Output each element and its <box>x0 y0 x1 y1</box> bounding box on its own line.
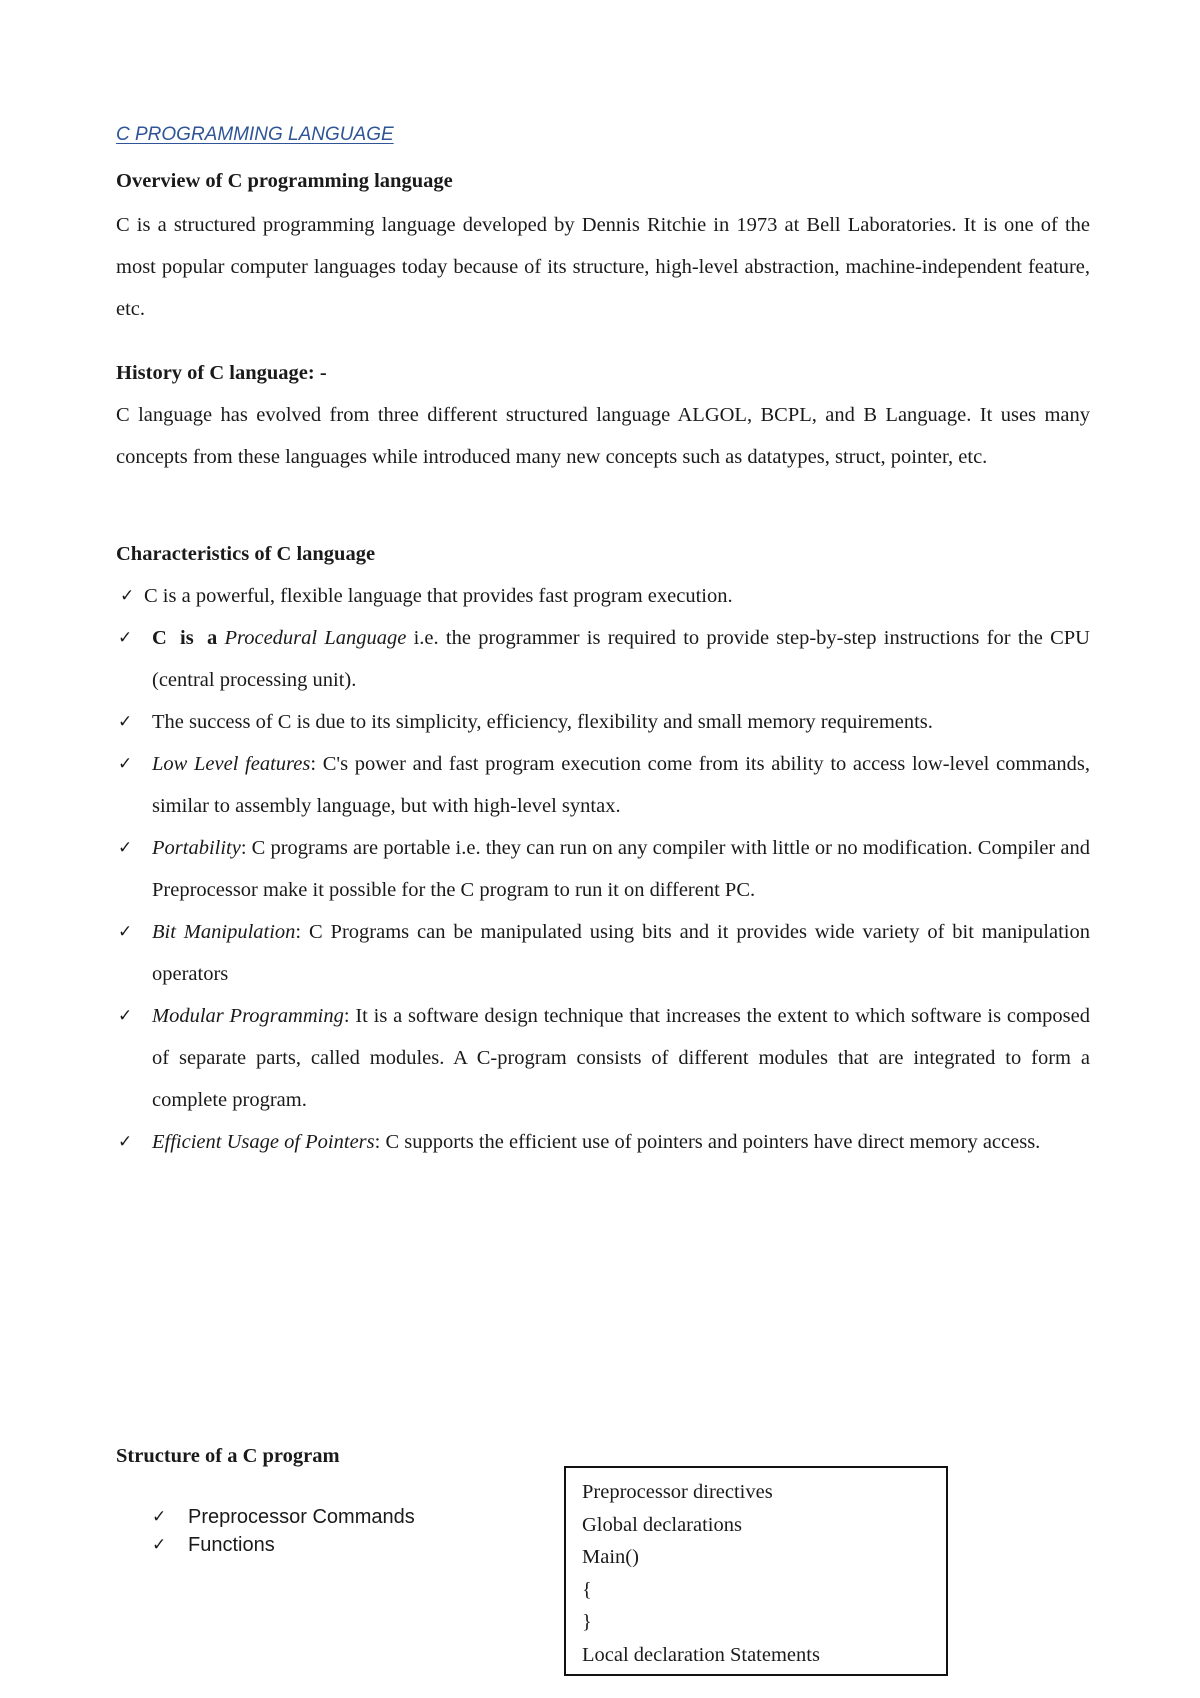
item-italic-term: Low Level features <box>152 753 311 775</box>
history-paragraph <box>116 394 1090 478</box>
item-text: Preprocessor Commands <box>188 1506 415 1528</box>
overview-paragraph <box>116 204 1090 330</box>
overview-text: C is a structured programming language developed by Dennis Ritchie in 1973 at Bell Laboratories. It is one of the most popular computer languages today because of its structure, high-level abstraction, machine-independent feature, etc. <box>116 214 1090 320</box>
characteristics-heading: Characteristics of C language <box>116 543 376 565</box>
item-text: C is a powerful, flexible language that provides fast program execution. <box>144 585 733 607</box>
checkmark-icon: ✓ <box>118 1132 133 1152</box>
checkmark-icon: ✓ <box>118 712 133 732</box>
list-item <box>116 617 1090 701</box>
item-italic-term: Bit Manipulation <box>152 921 296 943</box>
item-text: i.e. the programmer is required to provide step-by-step instructions for the CPU (central processing unit). <box>152 627 1090 691</box>
item-text: The success of C is due to its simplicity, efficiency, flexibility and small memory requirements. <box>152 711 933 733</box>
checkmark-icon: ✓ <box>120 586 135 606</box>
document-title: C PROGRAMMING LANGUAGE <box>116 124 394 145</box>
box-line: Preprocessor directives <box>582 1481 773 1503</box>
checkmark-icon: ✓ <box>118 1006 133 1026</box>
list-item <box>116 995 1090 1121</box>
item-text: Functions <box>188 1534 275 1556</box>
item-text: : C programs are portable i.e. they can run on any compiler with little or no modification. Compiler and Preprocessor make it possible for the C program to run it on different PC. <box>152 837 1090 901</box>
list-item <box>152 1531 415 1559</box>
item-text: : C's power and fast program execution come from its ability to access low-level commands, similar to assembly language, but with high-level syntax. <box>152 753 1090 817</box>
list-item <box>116 911 1090 995</box>
list-item <box>116 827 1090 911</box>
box-line: { <box>582 1578 592 1601</box>
checkmark-icon: ✓ <box>118 838 133 858</box>
program-structure-box <box>564 1466 948 1676</box>
list-item <box>116 701 1090 743</box>
box-line: Local declaration Statements <box>582 1643 820 1666</box>
structure-list <box>152 1503 415 1559</box>
item-italic-term: Efficient Usage of Pointers <box>152 1131 375 1153</box>
checkmark-icon: ✓ <box>118 922 133 942</box>
box-line: Global declarations <box>582 1513 742 1536</box>
item-text: : C Programs can be manipulated using bits and it provides wide variety of bit manipulation operators <box>152 921 1090 985</box>
list-item <box>116 575 1090 617</box>
structure-heading: Structure of a C program <box>116 1445 340 1467</box>
checkmark-icon: ✓ <box>118 754 133 774</box>
box-line: Main() <box>582 1546 639 1568</box>
item-bold-text: C is a <box>152 627 218 649</box>
checkmark-icon: ✓ <box>152 1535 167 1555</box>
checkmark-icon: ✓ <box>118 628 133 648</box>
history-text: C language has evolved from three different structured language ALGOL, BCPL, and B Language. It uses many concepts from these languages while introduced many new concepts such as datatypes, struct, pointer, etc. <box>116 404 1090 468</box>
list-item <box>116 743 1090 827</box>
list-item <box>116 1121 1090 1163</box>
list-item <box>152 1503 415 1531</box>
checkmark-icon: ✓ <box>152 1507 167 1527</box>
box-line: } <box>582 1611 592 1633</box>
item-italic-term: Modular Programming <box>152 1005 344 1027</box>
item-text: : It is a software design technique that increases the extent to which software is composed of separate parts, called modules. A C-program consists of different modules that are integrated to form a complete program. <box>152 1005 1090 1111</box>
item-text: : C supports the efficient use of pointers and pointers have direct memory access. <box>374 1131 1041 1153</box>
item-italic-term: Portability <box>152 837 241 859</box>
history-heading: History of C language: - <box>116 362 327 384</box>
overview-heading: Overview of C programming language <box>116 170 453 192</box>
characteristics-list <box>116 575 1090 1163</box>
item-italic-term: Procedural Language <box>224 627 407 649</box>
